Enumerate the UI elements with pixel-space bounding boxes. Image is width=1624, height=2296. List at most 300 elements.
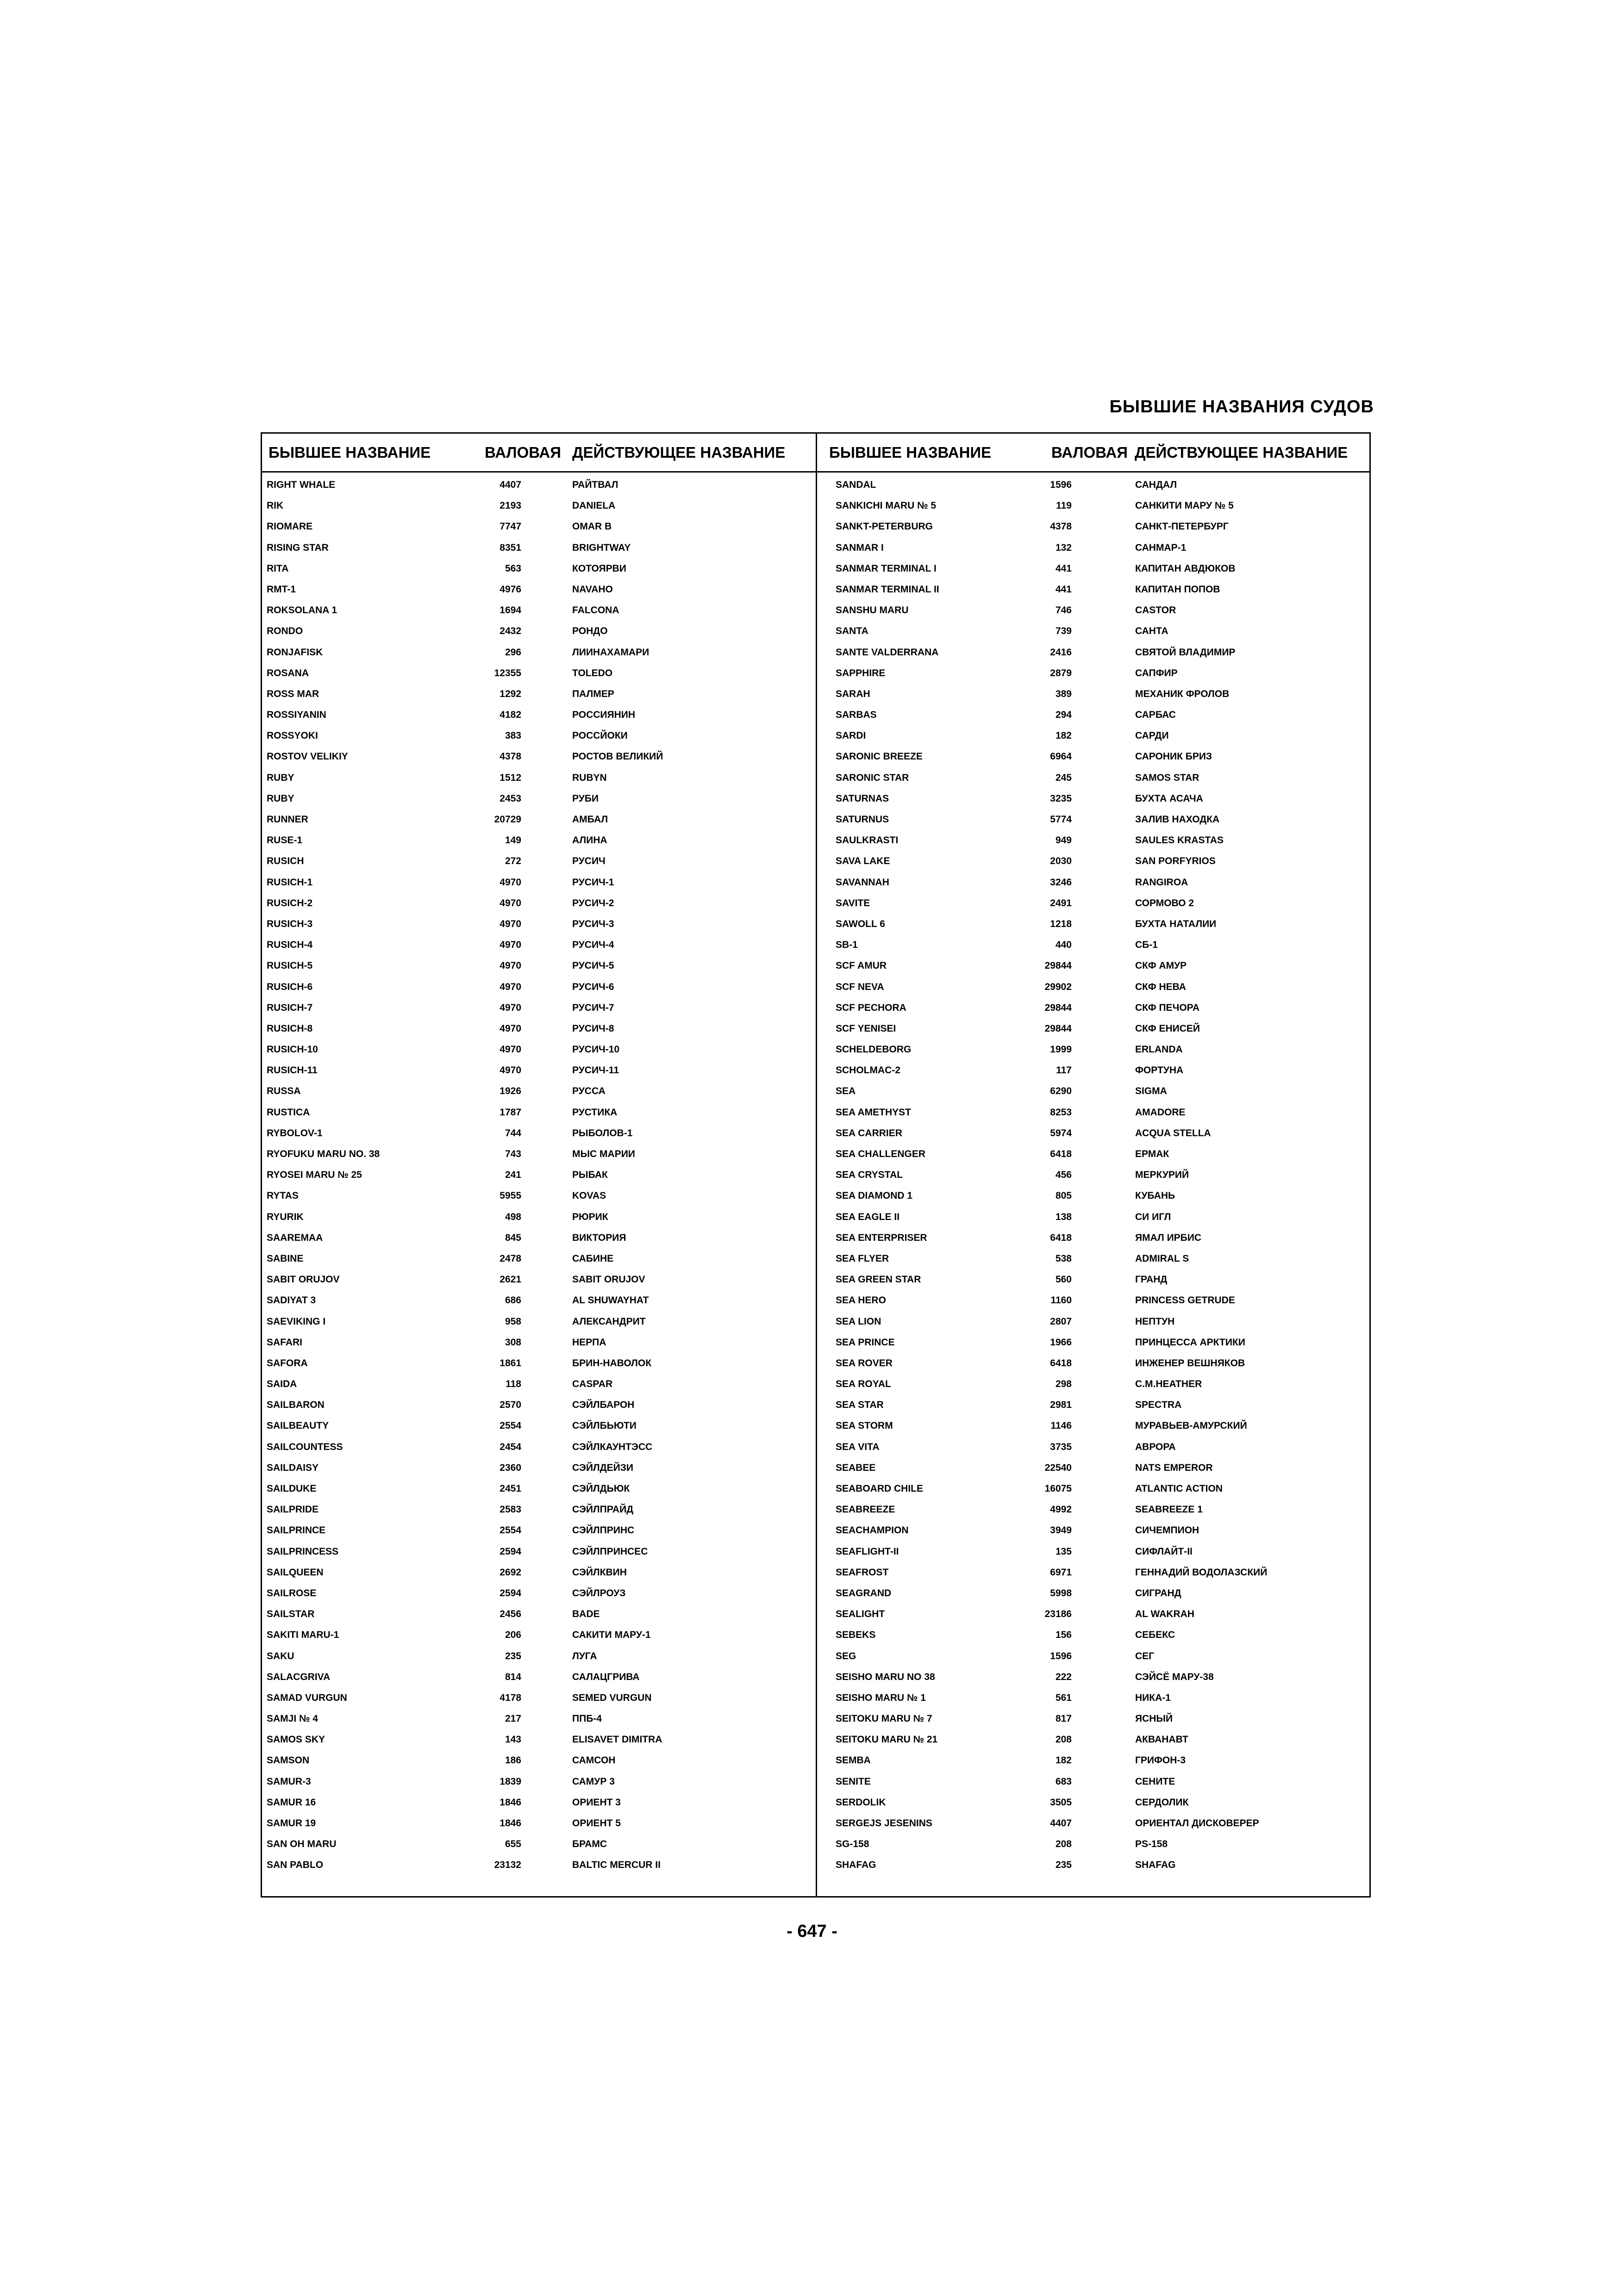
table-row [262,1688,816,1709]
gross-tonnage-cell: 1596 [1050,1650,1072,1661]
former-name-cell: SCHOLMAC-2 [836,1065,900,1076]
gross-tonnage-cell: 2478 [500,1253,521,1264]
former-name-cell: SEISHO MARU NO 38 [836,1671,935,1682]
current-name-cell: САБИНЕ [572,1253,614,1264]
former-name-cell: SEA [836,1086,856,1097]
table-row [262,1060,816,1081]
former-name-cell: SANKICHI MARU № 5 [836,500,937,511]
current-name-cell: РОССИЯНИН [572,709,636,721]
gross-tonnage-cell: 156 [1055,1630,1072,1641]
table-row [817,914,1371,935]
current-name-cell: МЕРКУРИЙ [1135,1170,1189,1181]
gross-tonnage-cell: 1512 [500,772,521,783]
former-name-cell: ROSSYOKI [267,730,318,741]
current-name-cell: СЭЙСЁ МАРУ-38 [1135,1671,1214,1682]
table-row [817,1395,1371,1416]
former-name-cell: RUSE-1 [267,835,303,846]
current-name-cell: СЭЙЛПРИНСЕС [572,1546,648,1557]
current-name-cell: ОРИЕНТ 3 [572,1797,621,1808]
current-name-cell: РУСИЧ-4 [572,940,614,951]
table-row [262,1102,816,1123]
current-name-cell: SAULES KRASTAS [1135,835,1224,846]
current-name-cell: AL WAKRAH [1135,1609,1194,1620]
former-name-cell: SEA GREEN STAR [836,1274,921,1285]
current-name-cell: BALTIC MERCUR II [572,1860,661,1871]
table-row [817,1792,1371,1813]
gross-tonnage-cell: 805 [1055,1190,1072,1201]
table-row [817,642,1371,663]
current-name-cell: АЛИНА [572,835,607,846]
former-name-cell: SARDI [836,730,866,741]
table-row [817,516,1371,537]
gross-tonnage-cell: 4976 [500,584,521,595]
former-name-cell: SEAFROST [836,1567,889,1578]
former-name-cell: SEG [836,1650,856,1661]
gross-tonnage-cell: 498 [505,1211,521,1222]
table-row [262,809,816,830]
former-name-cell: SANMAR I [836,542,884,553]
gross-tonnage-cell: 6964 [1050,751,1072,762]
current-name-cell: СИГРАНД [1135,1587,1181,1599]
table-row [817,1039,1371,1060]
gross-tonnage-cell: 1160 [1050,1295,1072,1306]
table-row [262,1813,816,1834]
current-name-cell: СИЧЕМПИОН [1135,1525,1199,1536]
gross-tonnage-cell: 958 [505,1316,521,1327]
current-name-cell: РУБИ [572,793,599,804]
former-name-cell: SEA FLYER [836,1253,889,1264]
former-name-cell: RIK [267,500,284,511]
current-name-cell: ACQUA STELLA [1135,1127,1211,1139]
table-row [262,475,816,496]
current-name-cell: SAMOS STAR [1135,772,1199,783]
former-name-cell: SADIYAT 3 [267,1295,316,1306]
current-name-cell: BADE [572,1609,600,1620]
table-row [817,768,1371,789]
table-row [262,747,816,767]
former-name-cell: SAMAD VURGUN [267,1692,347,1703]
gross-tonnage-cell: 817 [1055,1713,1072,1724]
current-name-cell: NAVAHO [572,584,613,595]
table-row [262,1395,816,1416]
former-name-cell: RUSSA [267,1086,301,1097]
current-name-cell: KOVAS [572,1190,606,1201]
gross-tonnage-cell: 29844 [1044,1023,1072,1034]
table-row [262,516,816,537]
former-name-cell: ROSANA [267,667,309,678]
table-row [817,1144,1371,1165]
current-name-cell: ГРИФОН-3 [1135,1755,1186,1766]
current-name-cell: САЛАЦГРИВА [572,1671,640,1682]
table-row [817,789,1371,809]
current-name-cell: КОТОЯРВИ [572,563,626,574]
table-row [817,1186,1371,1207]
gross-tonnage-cell: 29844 [1044,1002,1072,1013]
former-name-cell: SAN OH MARU [267,1839,337,1850]
table-row [817,1542,1371,1562]
header-current-name: ДЕЙСТВУЮЩЕЕ НАЗВАНИЕ [1135,444,1348,461]
former-name-cell: RUSICH-8 [267,1023,313,1034]
current-name-cell: РУСИЧ-6 [572,981,614,992]
current-name-cell: ФОРТУНА [1135,1065,1184,1076]
header-gross-tonnage: ВАЛОВАЯ [1051,444,1128,461]
gross-tonnage-cell: 22540 [1044,1462,1072,1473]
current-name-cell: РУСИЧ-1 [572,877,614,888]
former-name-cell: SCF NEVA [836,981,884,992]
gross-tonnage-cell: 1846 [500,1818,521,1829]
current-name-cell: МУРАВЬЕВ-АМУРСКИЙ [1135,1420,1247,1431]
table-row [262,1207,816,1228]
table-row [262,1165,816,1186]
table-row [262,1792,816,1813]
current-name-cell: АМБАЛ [572,814,608,825]
former-name-cell: SCF YENISEI [836,1023,896,1034]
gross-tonnage-cell: 5998 [1050,1587,1072,1599]
gross-tonnage-cell: 1839 [500,1776,521,1787]
current-name-cell: ЛИИНАХАМАРИ [572,647,650,658]
table-row [262,1123,816,1144]
table-row [817,1604,1371,1625]
table-row [262,1269,816,1290]
table-row [262,1834,816,1855]
gross-tonnage-cell: 2554 [500,1420,521,1431]
table-row [262,893,816,914]
gross-tonnage-cell: 4970 [500,877,521,888]
current-name-cell: ГРАНД [1135,1274,1168,1285]
former-name-cell: SATURNAS [836,793,889,804]
table-row [262,1290,816,1311]
current-name-cell: СЭЙЛБАРОН [572,1400,635,1411]
former-name-cell: RYBOLOV-1 [267,1127,323,1139]
current-name-cell: ELISAVET DIMITRA [572,1734,662,1745]
current-name-cell: САРДИ [1135,730,1169,741]
current-name-cell: СБ-1 [1135,940,1158,951]
table-right-half [817,434,1371,1896]
current-name-cell: НЕПТУН [1135,1316,1175,1327]
current-name-cell: ЯСНЫЙ [1135,1713,1173,1724]
former-name-cell: SARAH [836,688,870,699]
former-name-cell: RONDO [267,626,303,637]
table-row [817,579,1371,600]
current-name-cell: СКФ НЕВА [1135,981,1186,992]
gross-tonnage-cell: 389 [1055,688,1072,699]
gross-tonnage-cell: 2491 [1050,897,1072,908]
current-name-cell: СЕБЕКС [1135,1630,1175,1641]
gross-tonnage-cell: 4970 [500,897,521,908]
gross-tonnage-cell: 1787 [500,1107,521,1118]
current-name-cell: СКФ ЕНИСЕЙ [1135,1023,1200,1034]
gross-tonnage-cell: 29844 [1044,960,1072,971]
current-name-cell: SAN PORFYRIOS [1135,856,1216,867]
table-row [262,600,816,621]
gross-tonnage-cell: 949 [1055,835,1072,846]
gross-tonnage-cell: 686 [505,1295,521,1306]
current-name-cell: САНКИТИ МАРУ № 5 [1135,500,1234,511]
former-name-cell: SHAFAG [836,1860,876,1871]
current-name-cell: OMAR B [572,521,612,532]
former-name-cell: RUSICH-11 [267,1065,318,1076]
gross-tonnage-cell: 2432 [500,626,521,637]
table-row [817,1500,1371,1520]
former-name-cell: SANDAL [836,479,876,490]
table-row [817,1646,1371,1667]
gross-tonnage-cell: 20729 [494,814,521,825]
current-name-cell: СЭЙЛДЬЮК [572,1483,630,1494]
table-row [262,1709,816,1730]
current-name-cell: ГЕННАДИЙ ВОДОЛАЗСКИЙ [1135,1567,1268,1578]
current-name-cell: МЫС МАРИИ [572,1149,635,1159]
current-name-cell: РУСИЧ-10 [572,1044,620,1055]
gross-tonnage-cell: 222 [1055,1671,1072,1682]
former-name-cell: RYOSEI MARU № 25 [267,1170,362,1181]
current-name-cell: AL SHUWAYHAT [572,1295,649,1306]
current-name-cell: DANIELA [572,500,616,511]
current-name-cell: ОРИЕНТАЛ ДИСКОВЕРЕР [1135,1818,1259,1829]
table-row [817,726,1371,747]
former-name-cell: SAMUR 19 [267,1818,316,1829]
current-name-cell: БРАМС [572,1839,607,1850]
current-name-cell: ADMIRAL S [1135,1253,1189,1264]
gross-tonnage-cell: 3949 [1050,1525,1072,1536]
current-name-cell: ЗАЛИВ НАХОДКА [1135,814,1220,825]
gross-tonnage-cell: 186 [505,1755,521,1766]
table-row [262,1437,816,1458]
former-name-cell: SAILPRIDE [267,1504,319,1515]
table-row [262,1458,816,1479]
gross-tonnage-cell: 4970 [500,1044,521,1055]
former-name-cell: RYURIK [267,1211,304,1222]
former-name-cell: SAAREMAA [267,1232,323,1243]
table-row [262,538,816,559]
former-name-cell: SANMAR TERMINAL I [836,563,937,574]
gross-tonnage-cell: 143 [505,1734,521,1745]
table-row [262,830,816,851]
former-name-cell: SEA CARRIER [836,1127,902,1139]
gross-tonnage-cell: 2454 [500,1441,521,1452]
table-row [817,1709,1371,1730]
table-row [262,956,816,977]
former-name-cell: SERGEJS JESENINS [836,1818,932,1829]
gross-tonnage-cell: 4992 [1050,1504,1072,1515]
former-name-cell: SAILBARON [267,1400,325,1411]
current-name-cell: SIGMA [1135,1086,1167,1097]
gross-tonnage-cell: 29902 [1044,981,1072,992]
table-row [262,496,816,516]
table-row [262,1019,816,1039]
gross-tonnage-cell: 12355 [494,667,521,678]
gross-tonnage-cell: 744 [505,1127,521,1139]
table-row [817,1437,1371,1458]
table-row [262,1312,816,1332]
former-name-cell: SAILCOUNTESS [267,1441,343,1452]
current-name-cell: НЕРПА [572,1337,606,1348]
current-name-cell: РАЙТВАЛ [572,479,618,490]
table-row [817,1813,1371,1834]
former-name-cell: RYTAS [267,1190,299,1201]
former-name-cell: SAN PABLO [267,1860,324,1871]
former-name-cell: SANTA [836,626,868,637]
current-name-cell: САМСОН [572,1755,616,1766]
table-row [817,1416,1371,1437]
gross-tonnage-cell: 1218 [1050,918,1072,929]
table-row [262,1332,816,1353]
current-name-cell: BRIGHTWAY [572,542,631,553]
former-name-cell: SEA STORM [836,1420,893,1431]
gross-tonnage-cell: 16075 [1044,1483,1072,1494]
table-row [262,768,816,789]
gross-tonnage-cell: 23186 [1044,1609,1072,1620]
gross-tonnage-cell: 6418 [1050,1232,1072,1243]
table-row [817,1207,1371,1228]
current-name-cell: AMADORE [1135,1107,1186,1118]
gross-tonnage-cell: 245 [1055,772,1072,783]
current-name-cell: ВИКТОРИЯ [572,1232,626,1243]
table-row [817,1688,1371,1709]
former-name-cell: SEAFLIGHT-II [836,1546,899,1557]
former-name-cell: SAMSON [267,1755,310,1766]
former-name-cell: SEABOARD CHILE [836,1483,924,1494]
former-name-cell: SB-1 [836,940,858,951]
current-name-cell: РУСИЧ-8 [572,1023,614,1034]
former-name-cell: SAILDAISY [267,1462,319,1473]
current-name-cell: NATS EMPEROR [1135,1462,1213,1473]
current-name-cell: ЛУГА [572,1650,597,1661]
former-name-cell: SAILPRINCE [267,1525,326,1536]
table-row [817,1332,1371,1353]
former-name-cell: SARONIC STAR [836,772,909,783]
current-name-cell: РУСИЧ [572,856,606,867]
table-row [262,1772,816,1792]
table-row [817,1562,1371,1583]
table-row [262,1500,816,1520]
former-name-cell: ROSTOV VELIKIY [267,751,348,762]
table-row [262,621,816,642]
former-name-cell: SANKT-PETERBURG [836,521,933,532]
current-name-cell: SEABREEZE 1 [1135,1504,1203,1515]
former-name-cell: RUSICH-7 [267,1002,313,1013]
gross-tonnage-cell: 296 [505,647,521,658]
table-row [817,496,1371,516]
former-name-cell: SAILROSE [267,1587,317,1599]
current-name-cell: ЯМАЛ ИРБИС [1135,1232,1202,1243]
table-row [262,1479,816,1500]
gross-tonnage-cell: 814 [505,1671,521,1682]
gross-tonnage-cell: 208 [1055,1839,1072,1850]
gross-tonnage-cell: 4970 [500,1002,521,1013]
gross-tonnage-cell: 235 [505,1650,521,1661]
table-row [262,1039,816,1060]
table-row [817,1353,1371,1374]
gross-tonnage-cell: 2456 [500,1609,521,1620]
current-name-cell: PS-158 [1135,1839,1168,1850]
gross-tonnage-cell: 6290 [1050,1086,1072,1097]
table-row [817,1019,1371,1039]
table-row [817,621,1371,642]
gross-tonnage-cell: 2030 [1050,856,1072,867]
former-name-cell: SANTE VALDERRANA [836,647,939,658]
former-name-cell: SEA HERO [836,1295,886,1306]
former-name-cell: RUSICH-1 [267,877,313,888]
former-name-cell: RIOMARE [267,521,313,532]
gross-tonnage-cell: 3735 [1050,1441,1072,1452]
current-name-cell: САМУР 3 [572,1776,615,1787]
current-name-cell: БУХТА АСАЧА [1135,793,1203,804]
current-name-cell: ППБ-4 [572,1713,602,1724]
table-row [817,1750,1371,1771]
gross-tonnage-cell: 8351 [500,542,521,553]
table-row [262,705,816,726]
current-name-cell: РУСИЧ-5 [572,960,614,971]
table-row [262,1228,816,1249]
gross-tonnage-cell: 1846 [500,1797,521,1808]
gross-tonnage-cell: 308 [505,1337,521,1348]
gross-tonnage-cell: 561 [1055,1692,1072,1703]
former-name-cell: SEA AMETHYST [836,1107,911,1118]
gross-tonnage-cell: 182 [1055,1755,1072,1766]
gross-tonnage-cell: 3235 [1050,793,1072,804]
header-current-name: ДЕЙСТВУЮЩЕЕ НАЗВАНИЕ [572,444,786,461]
former-name-cell: SEAGRAND [836,1587,892,1599]
former-name-cell: SAVANNAH [836,877,889,888]
table-row [817,600,1371,621]
current-name-cell: САКИТИ МАРУ-1 [572,1630,651,1641]
table-row [817,1312,1371,1332]
table-header-right [817,434,1371,473]
gross-tonnage-cell: 235 [1055,1860,1072,1871]
table-left-half [262,434,817,1896]
table-rows-right [817,473,1371,1876]
former-name-cell: RMT-1 [267,584,296,595]
gross-tonnage-cell: 2692 [500,1567,521,1578]
gross-tonnage-cell: 119 [1056,500,1072,511]
current-name-cell: РУСИЧ-11 [572,1065,619,1076]
former-name-cell: SEA ENTERPRISER [836,1232,927,1243]
gross-tonnage-cell: 4970 [500,981,521,992]
gross-tonnage-cell: 2594 [500,1587,521,1599]
gross-tonnage-cell: 4378 [500,751,521,762]
gross-tonnage-cell: 383 [505,730,521,741]
table-row [817,663,1371,684]
table-row [262,1562,816,1583]
table-row [817,809,1371,830]
former-name-cell: SAVITE [836,897,870,908]
former-name-cell: SCF AMUR [836,960,887,971]
gross-tonnage-cell: 1966 [1050,1337,1072,1348]
table-row [262,1542,816,1562]
current-name-cell: ЕРМАК [1135,1149,1169,1159]
current-name-cell: РЮРИК [572,1211,608,1222]
table-row [817,1228,1371,1249]
gross-tonnage-cell: 217 [505,1713,521,1724]
current-name-cell: SABIT ORUJOV [572,1274,645,1285]
gross-tonnage-cell: 208 [1055,1734,1072,1745]
current-name-cell: СЭЙЛБЬЮТИ [572,1420,637,1431]
former-name-cell: SARONIC BREEZE [836,751,923,762]
current-name-cell: АКВАНАВТ [1135,1734,1188,1745]
current-name-cell: CASPAR [572,1379,613,1390]
former-name-cell: RUSICH-6 [267,981,313,992]
gross-tonnage-cell: 3246 [1050,877,1072,888]
former-name-cell: RONJAFISK [267,647,323,658]
table-row [262,559,816,579]
gross-tonnage-cell: 117 [1056,1065,1072,1076]
former-name-cell: SEMBA [836,1755,871,1766]
current-name-cell: РУСИЧ-2 [572,897,614,908]
gross-tonnage-cell: 4970 [500,1023,521,1034]
current-name-cell: PRINCESS GETRUDE [1135,1295,1235,1306]
gross-tonnage-cell: 2807 [1050,1316,1072,1327]
former-name-cell: SAMUR-3 [267,1776,311,1787]
